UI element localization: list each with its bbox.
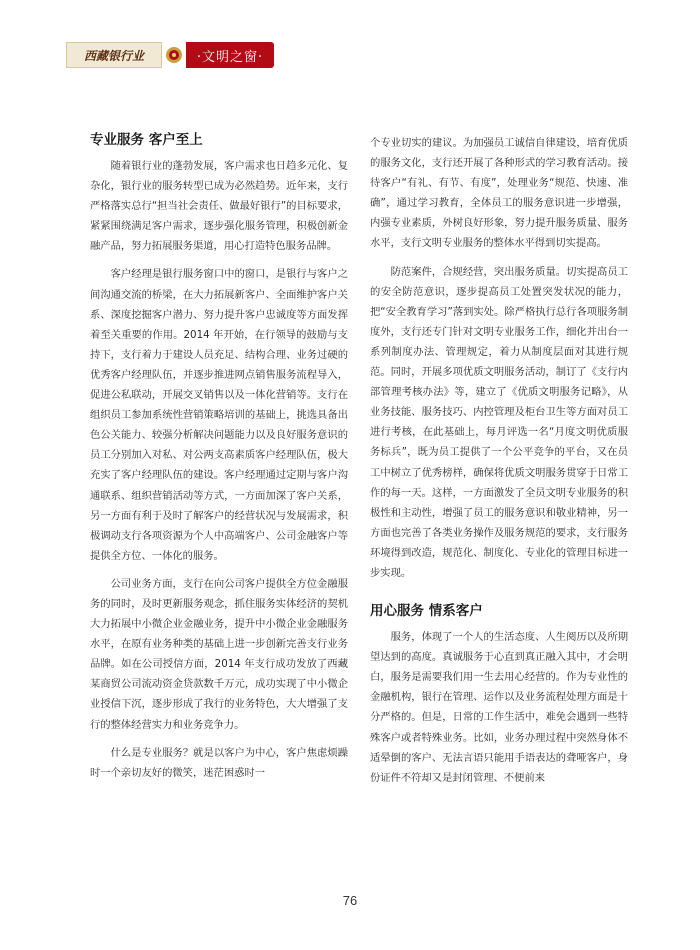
paragraph: 服务，体现了一个人的生活态度、人生阅历以及所期望达到的高度。真诚服务于心直到真正融入其中，才会明白，服务是需要我们用一生去用心经营的。作为专业性的金融机构，银行在管理、运作以及业务流程处理方面是十分严格的。但是，日常的工作生活中，难免会遇到一些特殊客户或者特殊业务。比如，业务办理过程中突然身体不适晕倒的客户、无法言语只能用手语表达的聋哑客户，身份证件不符却又是封闭管理、不便前来 (370, 631, 628, 784)
magazine-header (66, 42, 274, 68)
section-heading-caring-service: 用心服务 情系客户 (370, 603, 483, 620)
left-column (90, 130, 348, 791)
paragraph-continued: 个专业切实的建议。为加强员工诚信自律建设，培育优质的服务文化，支行还开展了各种形式的学习教育活动。接待客户“有礼、有节、有度”，处理业务“规范、快速、准确”，通过学习教育，全体员工的服务意识进一步增强，内强专业素质，外树良好形象，努力提升服务质量、服务水平，支行文明专业服务的整体水平得到切实提高。 (370, 137, 628, 250)
brand-logo: 西藏银行业 (66, 42, 162, 68)
page-number: 76 (342, 893, 358, 908)
right-column (370, 133, 628, 796)
paragraph: 客户经理是银行服务窗口中的窗口，是银行与客户之间沟通交流的桥梁，在大力拓展新客户、全面维护客户关系、深度挖掘客户潜力、努力提升客户忠诚度等方面发挥着至关重要的作用。2014 年开始，在行领导的鼓励与支持下，支行着力于建设人员充足、结构合理、业务过硬的优秀客户经理队伍，并逐步推进网点销售服务流程导入，促进公私联动，开展交叉销售以及一体化营销等。支行在组织员工参加系统性营销策略培训的基础上，挑选具备出色公关能力、较强分析解决问题能力以及良好服务意识的员工分别加入对私、对公两支高素质客户经理队伍，极大充实了客户经理队伍的建设。客户经理通过定期与客户沟通联系、组织营销活动等方式，一方面加深了客户关系，另一方面有利于及时了解客户的经营状况与发展需求，积极调动支行各项资源为个人中高端客户、公司金融客户等提供全方位、一体化的服务。 (90, 268, 348, 562)
paragraph: 什么是专业服务？就是以客户为中心，客户焦虑烦躁时一个亲切友好的微笑，迷茫困惑时一 (90, 746, 348, 779)
paragraph: 防范案件，合规经营，突出服务质量。切实提高员工的安全防范意识，逐步提高员工处置突发状况的能力，把“安全教育学习”落到实处。除严格执行总行各项服务制度外，支行还专门针对文明专业服务工作，细化并出台一系列制度办法、管理规定，着力从制度层面对其进行规范。同时，开展多项优质文明服务活动，制订了《支行内部管理考核办法》等，建立了《优质文明服务记略》，从业务技能、服务技巧、内控管理及柜台卫生等方面对员工进行考核，在此基础上，每月评选一名“月度文明优质服务标兵”，既为员工提供了一个公平竞争的平台，又在员工中树立了优秀榜样，确保将优质文明服务贯穿于日常工作的每一天。这样，一方面激发了全员文明专业服务的积极性和主动性，增强了员工的服务意识和敬业精神，另一方面也完善了各类业务操作及服务规范的要求，支行服务环境得到改造，规范化、制度化、专业化的管理目标进一步实现。 (370, 265, 628, 579)
emblem-icon (162, 42, 186, 68)
section-tag: ·文明之窗· (186, 42, 274, 68)
paragraph: 公司业务方面，支行在向公司客户提供全方位金融服务的同时，及时更新服务观念，抓住服务实体经济的契机大力拓展中小微企业金融业务，提升中小微企业金融服务水平，在原有业务种类的基础上进一步创新完善支行业务品牌。如在公司授信方面，2014 年支行成功发放了西藏某商贸公司流动资金贷款数千万元，成功实现了中小微企业授信下沉，逐步形成了我行的业务特色，大大增强了支行的整体经营实力和业务竞争力。 (90, 577, 348, 731)
section-heading-professional-service: 专业服务 客户至上 (90, 132, 203, 148)
paragraph: 随着银行业的蓬勃发展，客户需求也日趋多元化、复杂化，银行业的服务转型已成为必然趋势。近年来，支行严格落实总行“担当社会责任、做最好银行”的目标要求，紧紧围绕满足客户需求，逐步强化服务管理，积极创新金融产品，努力拓展服务渠道，用心打造特色服务品牌。 (90, 160, 348, 253)
